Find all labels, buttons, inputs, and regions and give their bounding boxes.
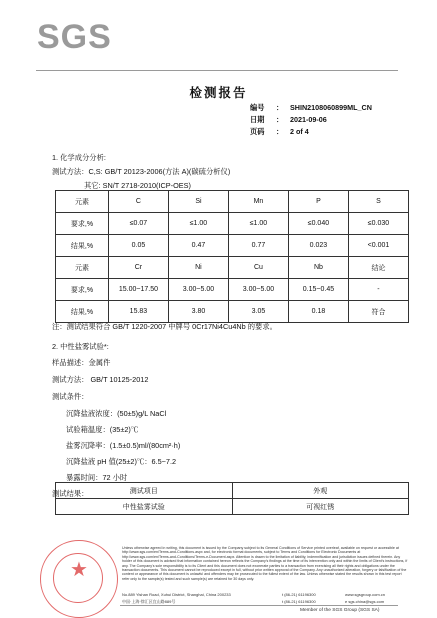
chem-cell: ≤0.030 bbox=[348, 213, 408, 235]
meta-row-number: 编号 ： SHIN2108060899ML_CN bbox=[250, 103, 372, 112]
chem-cell: 0.18 bbox=[288, 301, 348, 323]
conditions-label: 测试条件： bbox=[52, 392, 89, 401]
condition-item: 盐雾沉降率：(1.5±0.5)ml/(80cm²·h) bbox=[66, 441, 181, 450]
section1-method: 测试方法：C,S: GB/T 20123-2006(方法 A)(碳硫分析仪) bbox=[52, 167, 231, 176]
condition-item: 暴露时间：72 小时 bbox=[66, 473, 128, 482]
address-cn: 中国·上海·徐汇区宜山路889号 bbox=[122, 599, 176, 604]
result-cell-appearance: 可视红锈 bbox=[232, 499, 409, 515]
chem-row-label: 元素 bbox=[56, 257, 109, 279]
condition-item: 沉降盐液 pH 值(25±2)℃：6.5~7.2 bbox=[66, 457, 177, 466]
section1-heading: 1. 化学成分分析: bbox=[52, 153, 106, 162]
chem-cell: C bbox=[108, 191, 168, 213]
sample-description: 样品描述：金属件 bbox=[52, 358, 111, 367]
section1-method-other: 其它: SN/T 2718-2010(ICP-OES) bbox=[84, 181, 191, 190]
chem-cell: 0.05 bbox=[108, 235, 168, 257]
chem-cell: Nb bbox=[288, 257, 348, 279]
meta-key: 日期 bbox=[250, 115, 265, 124]
chem-cell: 结论 bbox=[348, 257, 408, 279]
meta-row-date: 日期 ： 2021-09-06 bbox=[250, 115, 327, 124]
chem-table-row bbox=[56, 257, 409, 279]
meta-key: 编号 bbox=[250, 103, 265, 112]
chem-cell: ≤1.00 bbox=[228, 213, 288, 235]
chem-cell: 3.80 bbox=[168, 301, 228, 323]
result-label: 测试结果： bbox=[52, 489, 89, 498]
chemical-composition-table bbox=[55, 190, 409, 323]
chem-cell: Mn bbox=[228, 191, 288, 213]
meta-value: 2021-09-06 bbox=[290, 115, 327, 124]
chem-cell: ≤1.00 bbox=[168, 213, 228, 235]
chem-cell: <0.001 bbox=[348, 235, 408, 257]
chem-cell: 0.77 bbox=[228, 235, 288, 257]
chem-table-row bbox=[56, 213, 409, 235]
chem-row-label: 要求,% bbox=[56, 213, 109, 235]
chem-cell: P bbox=[288, 191, 348, 213]
chem-table-row bbox=[56, 235, 409, 257]
meta-key: 页码 bbox=[250, 127, 265, 136]
address-en: No.889 Yishan Road, Xuhui District, Shanghai, China 200233 bbox=[122, 592, 231, 597]
salt-spray-result-table bbox=[55, 482, 409, 515]
chem-cell: - bbox=[348, 279, 408, 301]
chem-cell: ≤0.040 bbox=[288, 213, 348, 235]
group-membership: Member of the SGS Group (SGS SA) bbox=[300, 608, 380, 613]
chem-cell: 0.023 bbox=[288, 235, 348, 257]
company-seal-stamp bbox=[40, 540, 118, 618]
chem-cell: 15.83 bbox=[108, 301, 168, 323]
chem-row-label: 结果,% bbox=[56, 301, 109, 323]
chem-cell: 3.00~5.00 bbox=[228, 279, 288, 301]
condition-item: 沉降盐液浓度：(50±5)g/L NaCl bbox=[66, 409, 167, 418]
report-title: 检测报告 bbox=[189, 86, 248, 100]
result-header-item: 测试项目 bbox=[56, 483, 233, 499]
meta-row-page: 页码 ： 2 of 4 bbox=[250, 127, 309, 136]
chem-cell: Cu bbox=[228, 257, 288, 279]
chem-cell: 3.00~5.00 bbox=[168, 279, 228, 301]
star-icon: ★ bbox=[70, 559, 88, 581]
chem-table-row bbox=[56, 191, 409, 213]
terms-fine-print: Unless otherwise agreed in writing, this document is issued by the Company subject to its General Conditions of Service printed overleaf, available on request or accessible at http://www.sgs.com/en/Terms-and-Conditions.aspx and, for electronic format documents, subject to Terms and Conditions for Electronic Documents at http://www.sgs.com/en/Terms-and-Conditions/Terms-e-Document.aspx. Attention is drawn to the limitation of liability, indemnification and jurisdiction issues defined therein. Any holder of this document is advised that information contained hereon reflects the Company's findings at the time of its intervention only and within the limits of Client's instructions, if any. The Company's sole responsibility is to its Client and this document does not exonerate parties to a transaction from exercising all their rights and obligations under the transaction documents. This document cannot be reproduced except in full, without prior written approval of the Company. Any unauthorized alteration, forgery or falsification of the content or appearance of this document is unlawful and offenders may be prosecuted to the fullest extent of the law. Unless otherwise stated the results shown in this test report refer only to the sample(s) tested and such sample(s) are retained for 30 days only. bbox=[122, 546, 408, 581]
chem-row-label: 结果,% bbox=[56, 235, 109, 257]
email: e sgs.china@sgs.com bbox=[345, 599, 385, 604]
phone-2: t (86-21) 61196300 bbox=[282, 599, 316, 604]
footer-divider bbox=[120, 605, 398, 606]
section2-method: 测试方法： GB/T 10125-2012 bbox=[52, 375, 149, 384]
chem-table-row bbox=[56, 301, 409, 323]
sgs-logo: SGS bbox=[37, 18, 112, 56]
condition-item: 试验箱温度：(35±2)℃ bbox=[66, 425, 139, 434]
result-cell-item: 中性盐雾试验 bbox=[56, 499, 233, 515]
section1-note: 注：测试结果符合 GB/T 1220-2007 中牌号 0Cr17Ni4Cu4Nb 的要求。 bbox=[52, 322, 277, 331]
header-divider bbox=[36, 70, 398, 71]
chem-row-label: 要求,% bbox=[56, 279, 109, 301]
section2-heading: 2. 中性盐雾试验*: bbox=[52, 342, 109, 351]
chem-cell: Ni bbox=[168, 257, 228, 279]
chem-cell: Si bbox=[168, 191, 228, 213]
meta-value: SHIN2108060899ML_CN bbox=[290, 103, 372, 112]
meta-value: 2 of 4 bbox=[290, 127, 309, 136]
chem-cell: 15.00~17.50 bbox=[108, 279, 168, 301]
chem-cell: S bbox=[348, 191, 408, 213]
chem-cell: 0.47 bbox=[168, 235, 228, 257]
website: www.sgsgroup.com.cn bbox=[345, 592, 386, 597]
chem-cell: ≤0.07 bbox=[108, 213, 168, 235]
chem-cell: 3.05 bbox=[228, 301, 288, 323]
chem-cell: 符合 bbox=[348, 301, 408, 323]
chem-cell: Cr bbox=[108, 257, 168, 279]
phone-1: t (86-21) 61196300 bbox=[282, 592, 316, 597]
chem-cell: 0.15~0.45 bbox=[288, 279, 348, 301]
chem-row-label: 元素 bbox=[56, 191, 109, 213]
result-header-appearance: 外观 bbox=[232, 483, 409, 499]
chem-table-row bbox=[56, 279, 409, 301]
